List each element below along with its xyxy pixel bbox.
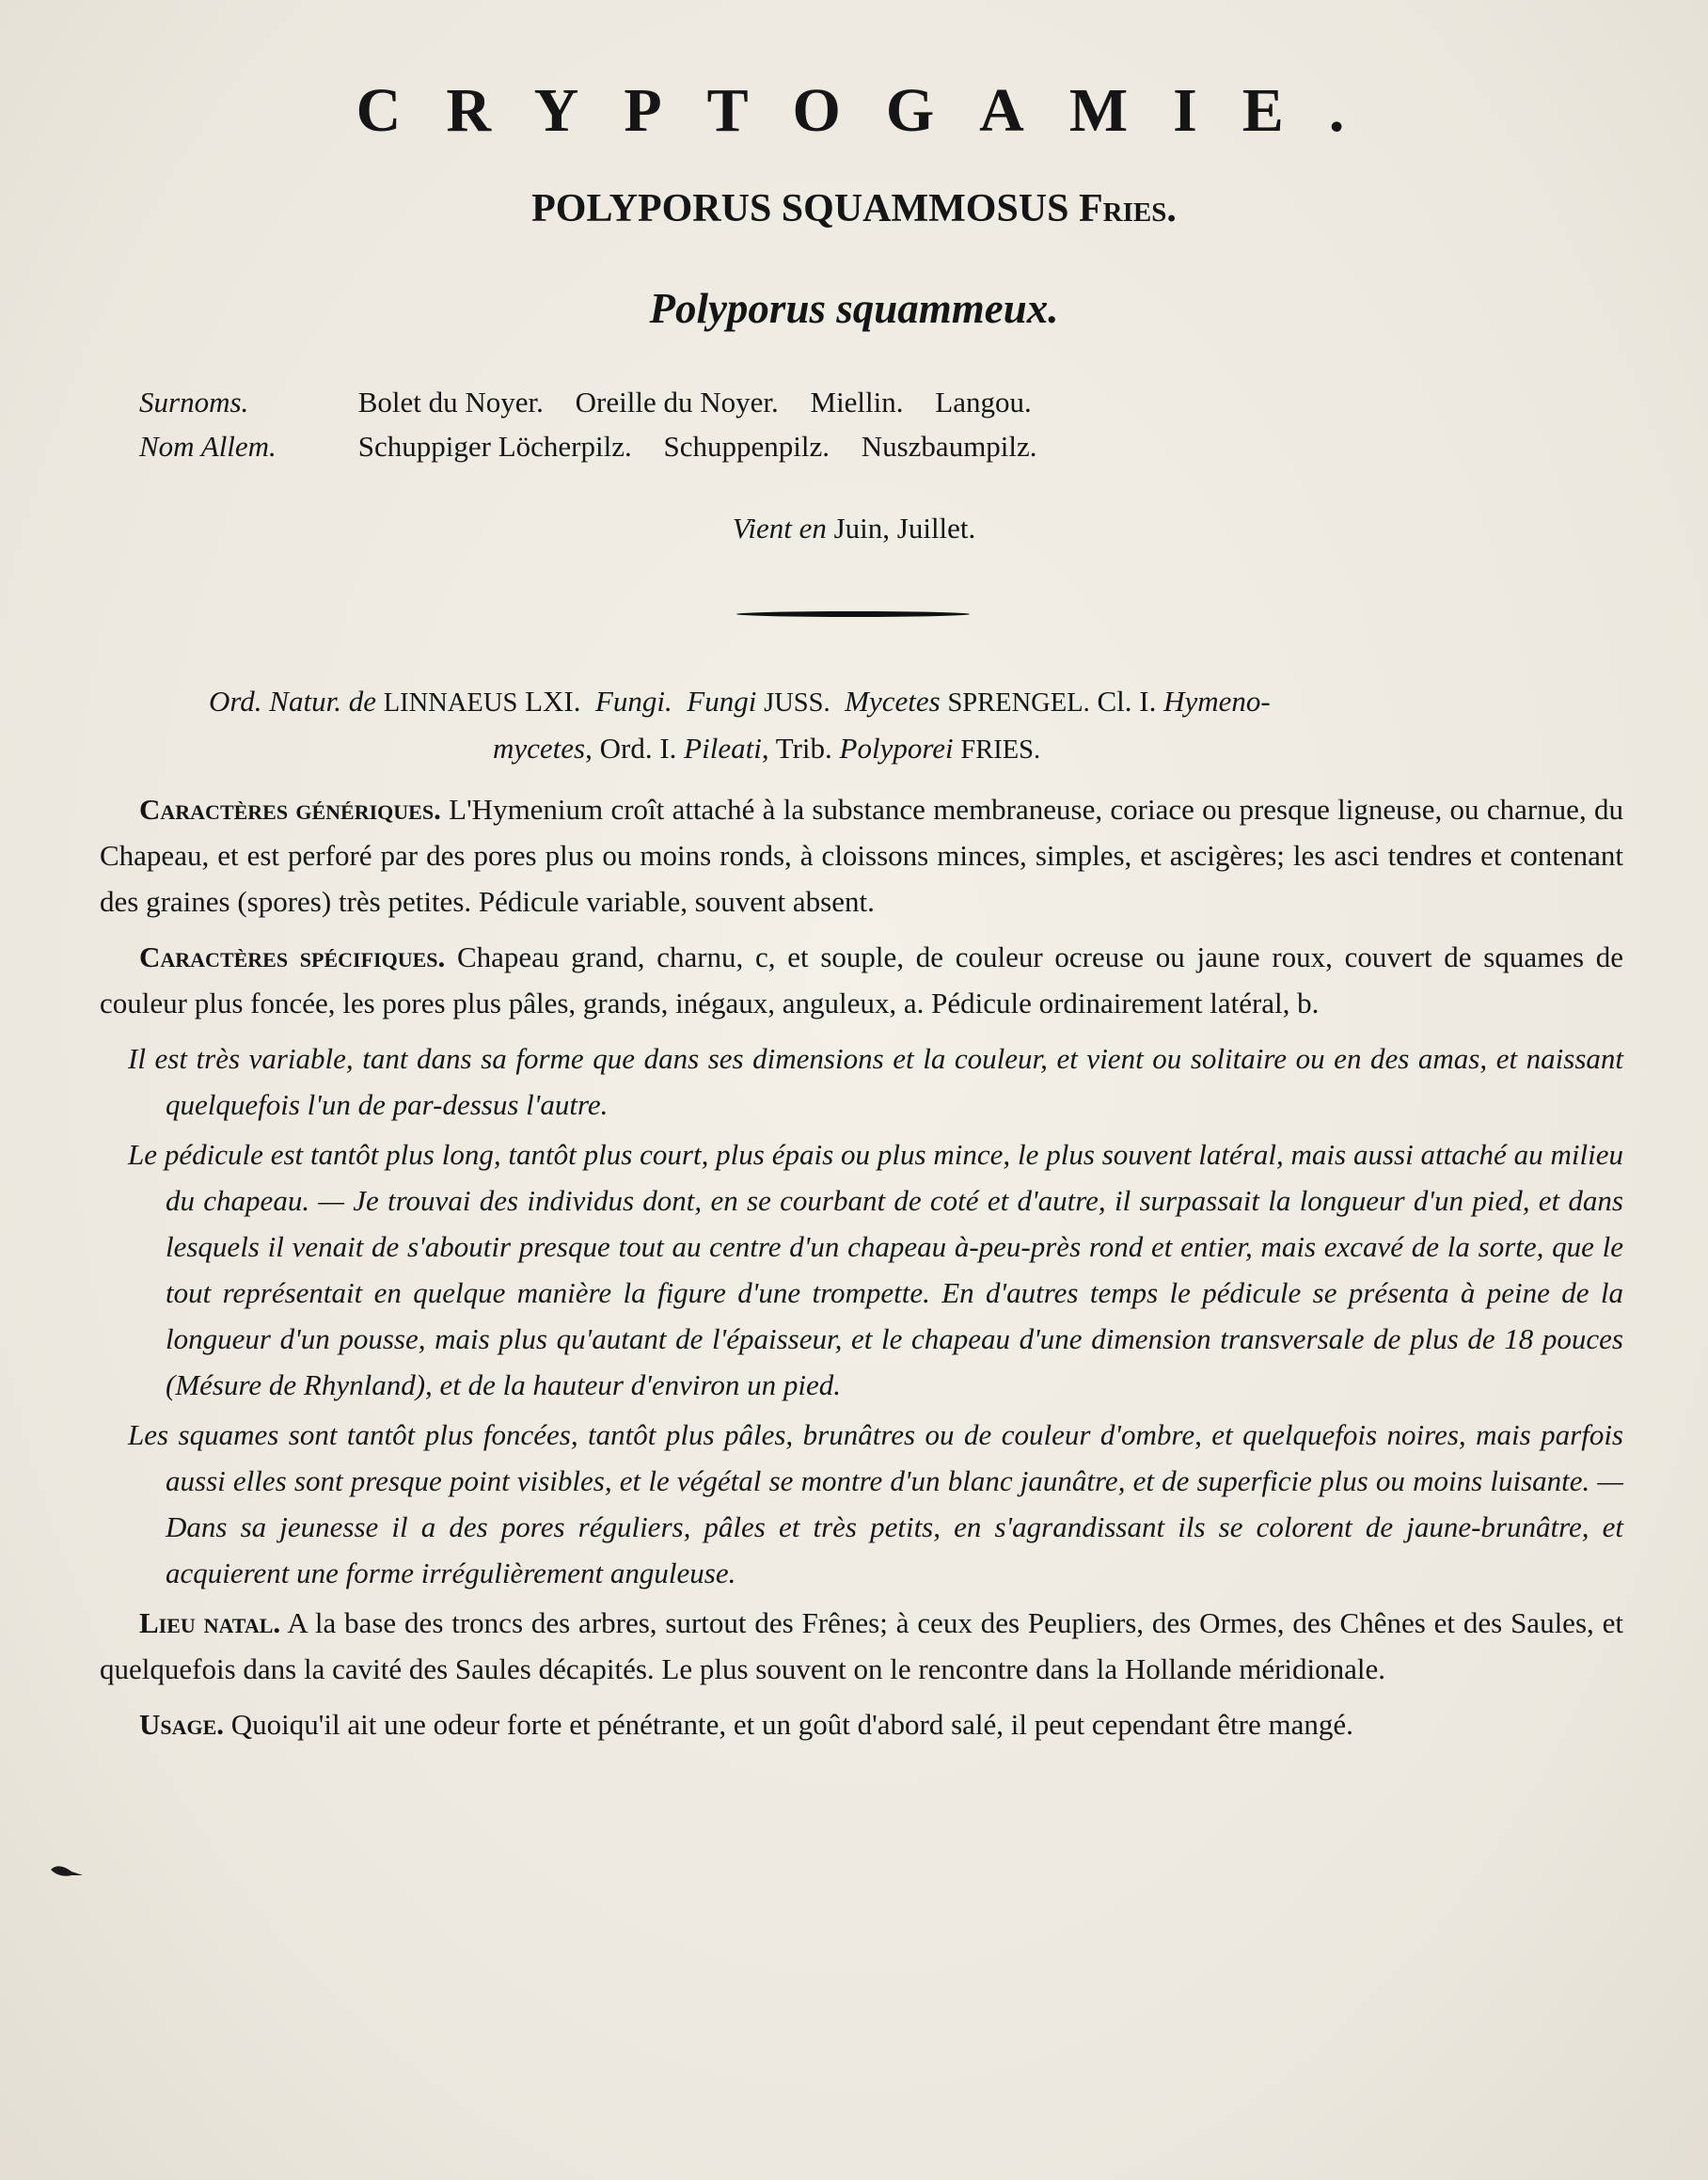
surnoms-row [139, 380, 1062, 424]
season-line [0, 512, 1708, 545]
allem-name: Nuszbaumpilz. [861, 430, 1037, 463]
classif-text: Polyporei [839, 732, 954, 765]
specific-characters [100, 934, 1623, 1026]
common-names [139, 380, 1062, 468]
section-heading: Caractères génériques. [139, 793, 441, 826]
classif-text: Hymeno- [1163, 685, 1271, 718]
description-body [100, 786, 1623, 1757]
usage [100, 1701, 1623, 1747]
surnoms-label: Surnoms. [139, 386, 249, 419]
classif-text: , Trib. [761, 732, 832, 765]
section-heading: Usage. [139, 1708, 225, 1741]
allem-label: Nom Allem. [139, 430, 277, 463]
season-months: Juin, Juillet. [833, 512, 976, 545]
species-latin: POLYPORUS SQUAMMOSUS [531, 187, 1069, 230]
surnom: Bolet du Noyer. [357, 386, 544, 419]
italic-note: Les squames sont tantôt plus foncées, tantôt plus pâles, brunâtres ou de couleur d'ombre, et quelquefois noires, mais parfois aussi elles sont presque point visibles, et le végétal se montre d'un blanc jaunâtre, et de superficie plus ou moins luisante. — Dans sa jeunesse il a des pores réguliers, pâles et très petits, en s'agrandissant ils se colorent de jaune-brunâtre, et acquierent une forme irrégulièrement anguleuse. [128, 1418, 1623, 1589]
surnom: Miellin. [810, 386, 904, 419]
french-name: Polyporus squammeux. [649, 285, 1059, 332]
italic-note: Le pédicule est tantôt plus long, tantôt plus court, plus épais ou plus mince, le plus souvent latéral, mais aussi attaché au milieu du chapeau. — Je trouvai des individus dont, en se courbant de coté et d'autre, il surpassait la longueur d'un pied, et dans lesquels il venait de s'aboutir presque tout au centre d'un chapeau à-peu-près rond et entier, mais excavé de la sorte, que le tout représentait en quelque manière la figure d'une trompette. En d'autres temps le pédicule se présenta à peine de la longueur d'un pousse, mais plus qu'autant de l'épaisseur, et le chapeau d'une dimension transversale de plus de 18 pouces (Mésure de Rhynland), et de la hauteur d'environ un pied. [128, 1138, 1623, 1401]
allem-name: Schuppiger Löcherpilz. [357, 430, 632, 463]
generic-characters [100, 786, 1623, 924]
species-name [0, 186, 1708, 231]
ink-mark-icon [49, 1862, 87, 1881]
classif-text: mycetes [493, 732, 586, 765]
surnom: Oreille du Noyer. [575, 386, 779, 419]
section-text: A la base des troncs des arbres, surtout des Frênes; à ceux des Peupliers, des Ormes, des Chênes et des Saules, et quelquefois dans la cavité des Saules décapités. Le plus souvent on le rencontre dans la Hollande méridionale. [100, 1606, 1623, 1685]
section-heading: Lieu natal. [139, 1606, 281, 1639]
classif-text: , Ord. I. [585, 732, 677, 765]
classification-line-2 [209, 726, 1526, 773]
section-text: L'Hymenium croît attaché à la substance membraneuse, coriace ou presque ligneuse, ou charnue, du Chapeau, et est perforé par des pores plus ou moins ronds, à cloissons minces, simples, et ascigères; les asci tendres et contenant des graines (spores) très petites. Pédicule variable, souvent absent. [100, 793, 1623, 918]
classif-text: Fungi. [594, 685, 672, 718]
species-author: Fries. [1079, 187, 1177, 230]
allem-row [139, 424, 1062, 468]
section-text: Quoiqu'il ait une odeur forte et pénétrante, et un goût d'abord salé, il peut cependant être mangé. [230, 1708, 1353, 1741]
classif-text: Ord. Natur. de [209, 685, 376, 718]
divider-rule [736, 611, 970, 617]
classif-text: LXI. [525, 685, 581, 718]
italic-note: Il est très variable, tant dans sa forme que dans ses dimensions et la couleur, et vient ou solitaire ou en des amas, et naissant quelquefois l'un de par-dessus l'autre. [128, 1042, 1623, 1121]
classif-author: LINNAEUS [383, 688, 518, 718]
classif-author: JUSS. [764, 688, 830, 718]
classif-text: Fungi [687, 685, 757, 718]
classif-author: FRIES. [960, 735, 1041, 765]
habitat [100, 1600, 1623, 1692]
classif-text: Cl. I. [1097, 685, 1157, 718]
classif-author: SPRENGEL. [947, 688, 1090, 718]
classification-line-1 [209, 679, 1526, 726]
section-heading: Caractères spécifiques. [139, 940, 446, 973]
season-prefix: Vient en [732, 512, 827, 545]
classif-text: Mycetes [845, 685, 941, 718]
allem-name: Schuppenpilz. [663, 430, 830, 463]
page-title: CRYPTOGAMIE. [356, 76, 1390, 145]
section-text: Chapeau grand, charnu, c, et souple, de couleur ocreuse ou jaune roux, couvert de squames de couleur plus foncée, les pores plus pâles, grands, inégaux, anguleux, a. Pédicule ordinairement latéral, b. [100, 940, 1624, 1019]
classif-text: Pileati [684, 732, 762, 765]
surnom: Langou. [935, 386, 1032, 419]
classification [209, 679, 1526, 773]
